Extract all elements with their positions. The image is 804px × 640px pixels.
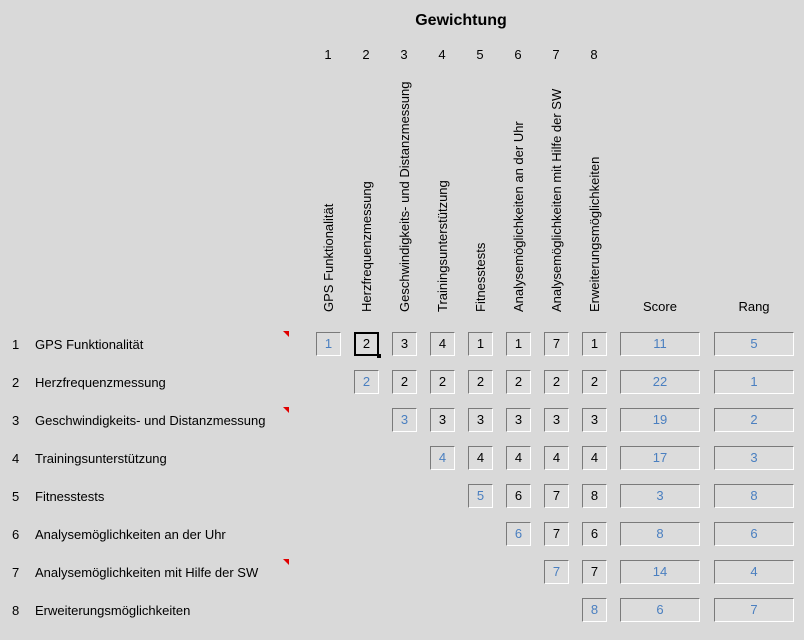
rank-cell: 8 (714, 484, 794, 508)
matrix-cell[interactable]: 4 (430, 332, 455, 356)
matrix-cell[interactable]: 7 (582, 560, 607, 584)
selection-handle[interactable] (377, 354, 381, 358)
comment-marker (283, 559, 289, 565)
row-label: Geschwindigkeits- und Distanzmessung (35, 413, 266, 428)
column-label: Fitnesstests (473, 242, 488, 312)
matrix-diagonal-cell: 2 (354, 370, 379, 394)
page-title: Gewichtung (415, 12, 507, 29)
score-cell: 14 (620, 560, 700, 584)
matrix-cell[interactable]: 1 (468, 332, 493, 356)
column-number: 6 (514, 47, 522, 62)
column-number: 5 (476, 47, 484, 62)
rank-cell: 7 (714, 598, 794, 622)
row-number: 6 (12, 527, 20, 542)
matrix-diagonal-cell: 6 (506, 522, 531, 546)
row-label: Fitnesstests (35, 489, 105, 504)
rank-cell: 3 (714, 446, 794, 470)
score-cell: 6 (620, 598, 700, 622)
row-number: 3 (12, 413, 20, 428)
row-number: 7 (12, 565, 20, 580)
matrix-cell[interactable]: 7 (544, 484, 569, 508)
column-label: Herzfrequenzmessung (359, 181, 374, 312)
column-number: 2 (362, 47, 370, 62)
row-number: 1 (12, 337, 20, 352)
row-number: 4 (12, 451, 20, 466)
row-label: GPS Funktionalität (35, 337, 144, 352)
rank-cell: 6 (714, 522, 794, 546)
matrix-cell[interactable]: 1 (506, 332, 531, 356)
matrix-cell[interactable]: 6 (582, 522, 607, 546)
score-cell: 8 (620, 522, 700, 546)
matrix-cell[interactable]: 7 (544, 522, 569, 546)
matrix-cell[interactable]: 2 (506, 370, 531, 394)
matrix-diagonal-cell: 1 (316, 332, 341, 356)
score-cell: 11 (620, 332, 700, 356)
score-cell: 3 (620, 484, 700, 508)
column-number: 1 (324, 47, 332, 62)
matrix-cell[interactable]: 6 (506, 484, 531, 508)
matrix-cell[interactable]: 3 (506, 408, 531, 432)
column-number: 3 (400, 47, 408, 62)
column-label: Analysemöglichkeiten mit Hilfe der SW (549, 88, 564, 312)
matrix-cell[interactable]: 3 (392, 332, 417, 356)
matrix-diagonal-cell: 7 (544, 560, 569, 584)
column-label: Geschwindigkeits- und Distanzmessung (397, 81, 412, 312)
matrix-cell[interactable]: 3 (468, 408, 493, 432)
rank-cell: 1 (714, 370, 794, 394)
row-number: 5 (12, 489, 20, 504)
column-number: 7 (552, 47, 560, 62)
matrix-cell[interactable]: 4 (544, 446, 569, 470)
score-cell: 22 (620, 370, 700, 394)
rank-cell: 4 (714, 560, 794, 584)
matrix-diagonal-cell: 8 (582, 598, 607, 622)
matrix-cell[interactable]: 3 (544, 408, 569, 432)
matrix-cell[interactable]: 2 (392, 370, 417, 394)
rank-cell: 2 (714, 408, 794, 432)
matrix-cell[interactable]: 3 (582, 408, 607, 432)
row-number: 8 (12, 603, 20, 618)
column-label: Analysemöglichkeiten an der Uhr (511, 121, 526, 312)
row-label: Herzfrequenzmessung (35, 375, 166, 390)
column-label: GPS Funktionalität (321, 203, 336, 312)
matrix-cell[interactable]: 3 (430, 408, 455, 432)
row-number: 2 (12, 375, 20, 390)
column-number: 8 (590, 47, 598, 62)
matrix-cell[interactable]: 4 (582, 446, 607, 470)
matrix-cell[interactable]: 2 (582, 370, 607, 394)
matrix-cell[interactable]: 4 (506, 446, 531, 470)
matrix-cell[interactable]: 2 (468, 370, 493, 394)
rank-header: Rang (738, 299, 770, 314)
score-header: Score (643, 299, 677, 314)
score-cell: 17 (620, 446, 700, 470)
row-label: Analysemöglichkeiten an der Uhr (35, 527, 226, 542)
score-cell: 19 (620, 408, 700, 432)
column-number: 4 (438, 47, 446, 62)
matrix-cell[interactable]: 8 (582, 484, 607, 508)
matrix-cell[interactable]: 7 (544, 332, 569, 356)
row-label: Erweiterungsmöglichkeiten (35, 603, 191, 618)
comment-marker (283, 407, 289, 413)
column-label: Trainingsunterstützung (435, 180, 450, 312)
row-label: Trainingsunterstützung (35, 451, 167, 466)
matrix-diagonal-cell: 4 (430, 446, 455, 470)
row-label: Analysemöglichkeiten mit Hilfe der SW (35, 565, 259, 580)
matrix-diagonal-cell: 3 (392, 408, 417, 432)
rank-cell: 5 (714, 332, 794, 356)
matrix-cell[interactable]: 2 (354, 332, 379, 356)
matrix-cell[interactable]: 1 (582, 332, 607, 356)
comment-marker (283, 331, 289, 337)
matrix-cell[interactable]: 4 (468, 446, 493, 470)
matrix-cell[interactable]: 2 (430, 370, 455, 394)
matrix-diagonal-cell: 5 (468, 484, 493, 508)
matrix-cell[interactable]: 2 (544, 370, 569, 394)
column-label: Erweiterungsmöglichkeiten (587, 156, 602, 312)
